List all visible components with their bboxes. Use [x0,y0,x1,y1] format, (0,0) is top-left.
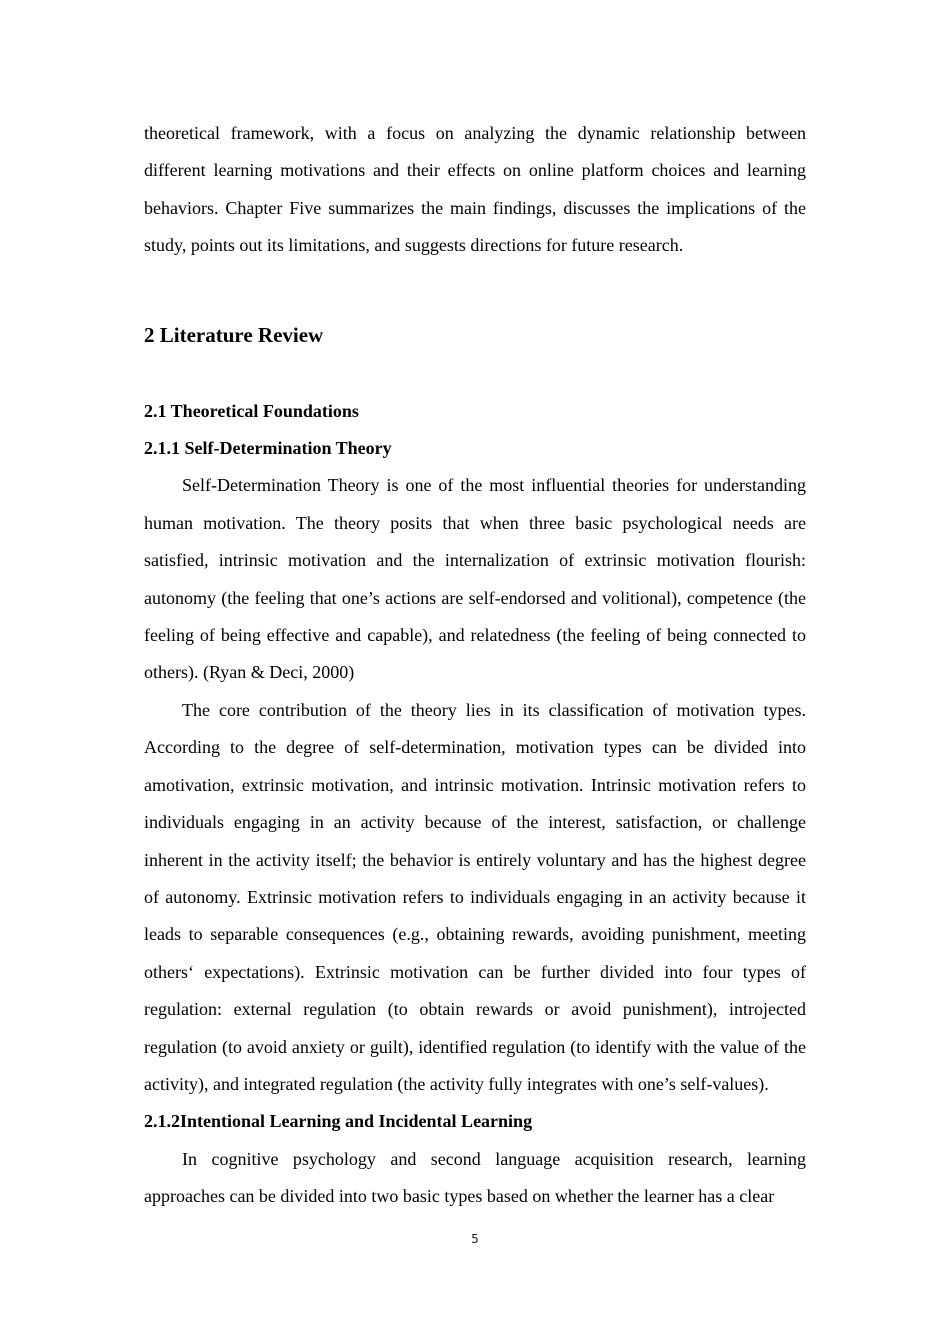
paragraph-sdt-overview: Self-Determination Theory is one of the most influential theories for understanding human motivation. The theory posits that when three basic psychological needs are satisfied, intrinsic motivation and the internalization of extrinsic motivation flourish: autonomy (the feeling that one’s actions are self-endorsed and volitional), competence (the feeling of being effective and capable), and relatedness (the feeling of being connected to others). (Ryan & Deci, 2000) [144,475,806,683]
spacer [144,265,806,321]
document-page [144,115,806,1216]
paragraph-motivation-types: The core contribution of the theory lies in its classification of motivation types. According to the degree of self-determination, motivation types can be divided into amotivation, extrinsic motivation, and intrinsic motivation. Intrinsic motivation refers to individuals engaging in an activity because of the interest, satisfaction, or challenge inherent in the activity itself; the behavior is entirely voluntary and has the highest degree of autonomy. Extrinsic motivation refers to individuals engaging in an activity because it leads to separable consequences (e.g., obtaining rewards, avoiding punishment, meeting others‘ expectations). Extrinsic motivation can be further divided into four types of regulation: external regulation (to obtain rewards or avoid punishment), introjected regulation (to avoid anxiety or guilt), identified regulation (to identify with the value of the activity), and integrated regulation (the activity fully integrates with one’s self-values). [144,699,806,1094]
chapter-heading: 2 Literature Review [144,322,324,347]
subsection-heading-intentional-learning: 2.1.2Intentional Learning and Incidental Learning [144,1111,533,1132]
spacer [144,349,806,393]
intro-paragraph: theoretical framework, with a focus on analyzing the dynamic relationship between different learning motivations and their effects on online platform choices and learning behaviors. Chapter Five summarizes the main findings, discusses the implications of the study, points out its limitations, and suggests directions for future research. [144,123,806,256]
subsection-heading-self-determination: 2.1.1 Self-Determination Theory [144,438,392,459]
section-heading: 2.1 Theoretical Foundations [144,400,359,421]
page-number: 5 [471,1232,479,1246]
paragraph-learning-approaches: In cognitive psychology and second language acquisition research, learning approaches can be divided into two basic types based on whether the learner has a clear [144,1148,806,1207]
